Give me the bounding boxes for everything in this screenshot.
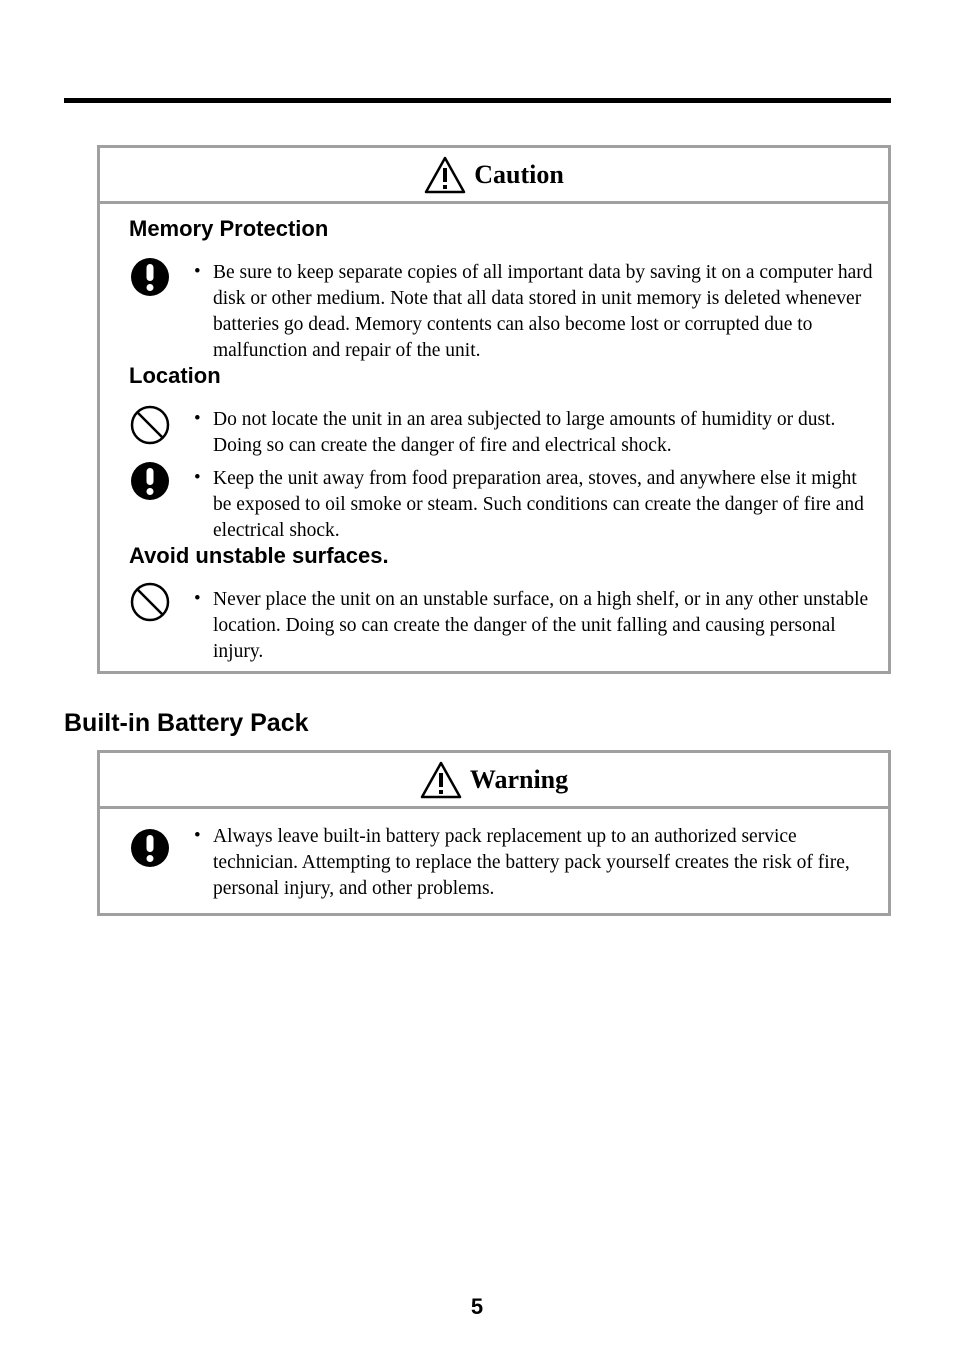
bullet: •	[194, 261, 201, 282]
location-heading: Location	[129, 363, 221, 388]
item-text: Do not locate the unit in an area subjected to large amounts of humidity or dust. Doing so can create the danger of fire and electrical shock.	[213, 409, 836, 456]
bullet: •	[194, 588, 201, 609]
item-text: Keep the unit away from food preparation area, stoves, and anywhere else it might be exposed to oil smoke or steam. Such conditions can create the danger of fire and electrical shock.	[213, 468, 864, 541]
top-rule	[64, 98, 891, 103]
item-text: Be sure to keep separate copies of all important data by saving it on a computer hard disk or other medium. Note that all data stored in unit memory is deleted whenever batteries go dead. Memory contents can also become lost or corrupted due to malfunction and repair of the unit.	[213, 262, 873, 361]
exclamation-icon	[129, 827, 171, 869]
prohibited-icon	[129, 581, 171, 623]
warning-box	[97, 750, 891, 916]
warning-header	[100, 753, 888, 809]
bullet: •	[194, 825, 201, 846]
item-text: Never place the unit on an unstable surface, on a high shelf, or in any other unstable location. Doing so can create the danger of the unit falling and causing personal injury.	[213, 589, 869, 662]
caution-header	[100, 148, 888, 204]
avoid-unstable-heading: Avoid unstable surfaces.	[129, 543, 389, 568]
memory-protection-heading: Memory Protection	[129, 216, 329, 241]
item-text: Always leave built-in battery pack replacement up to an authorized service technician. Attempting to replace the battery pack yourself creates the risk of fire, personal injury, and other problems.	[213, 826, 850, 899]
section-heading: Built-in Battery Pack	[64, 709, 309, 737]
bullet: •	[194, 408, 201, 429]
warning-triangle-icon	[424, 156, 466, 194]
caution-box	[97, 145, 891, 674]
bullet: •	[194, 467, 201, 488]
warning-title: Warning	[469, 764, 569, 794]
caution-title: Caution	[474, 159, 564, 189]
exclamation-icon	[129, 256, 171, 298]
exclamation-icon	[129, 460, 171, 502]
warning-triangle-icon	[420, 761, 462, 799]
prohibited-icon	[129, 404, 171, 446]
page-number: 5	[470, 1294, 484, 1319]
